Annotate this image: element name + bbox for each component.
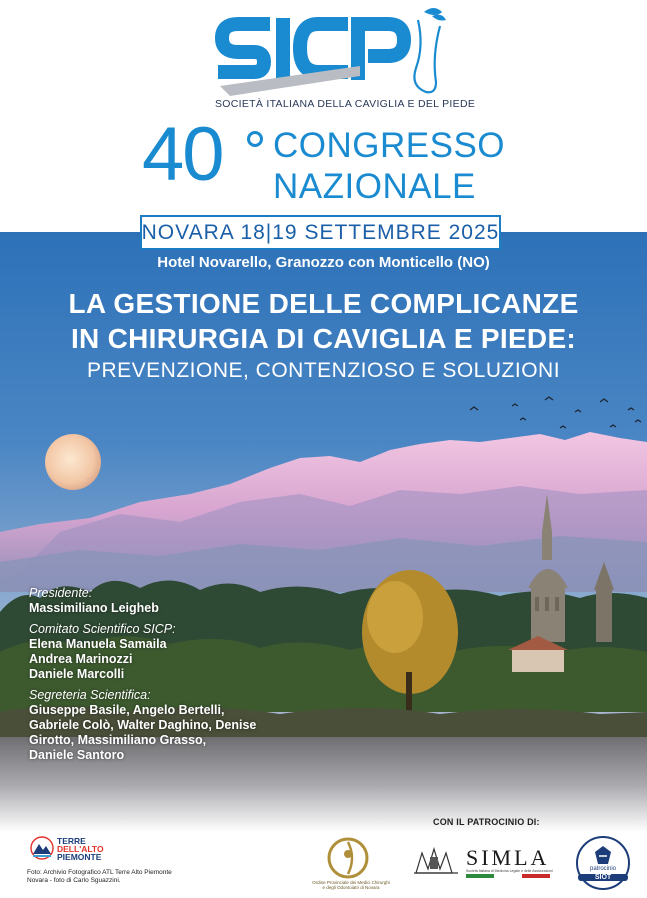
committee-member: Andrea Marinozzi bbox=[29, 652, 133, 666]
sicp-logo-graphic bbox=[210, 6, 450, 106]
patronage-label: CON IL PATROCINIO DI: bbox=[433, 817, 540, 827]
simla-logo bbox=[412, 843, 553, 879]
secretariat-names-line: Giuseppe Basile, Angelo Bertelli, bbox=[29, 703, 225, 717]
committee-member: Daniele Marcolli bbox=[29, 667, 125, 681]
photo-credit-line2: Novara - foto di Carlo Sguazzini. bbox=[27, 877, 121, 884]
congress-heading bbox=[142, 112, 512, 211]
congress-number: 40 bbox=[142, 112, 223, 197]
simla-flag-bar bbox=[466, 874, 550, 878]
siot-logo bbox=[576, 836, 630, 890]
committee-block bbox=[29, 586, 309, 763]
terre-line1: TERRE bbox=[57, 836, 86, 846]
secretariat-names-line: Gabriele Colò, Walter Daghino, Denise bbox=[29, 718, 257, 732]
event-venue: Hotel Novarello, Granozzo con Monticello (NO) bbox=[157, 254, 490, 271]
event-date: NOVARA 18|19 SETTEMBRE 2025 bbox=[141, 220, 500, 244]
photo-credit-line1: Foto: Archivio Fotografico ATL Terre Alto Piemonte bbox=[27, 869, 172, 876]
terre-line3: PIEMONTE bbox=[57, 852, 102, 862]
congress-line1: CONGRESSO bbox=[273, 126, 506, 165]
simla-crest-icon bbox=[412, 843, 462, 877]
secretariat-role: Segreteria Scientifica: bbox=[29, 688, 151, 702]
ordine-medici-logo bbox=[326, 836, 370, 880]
simla-subtitle: Società Italiana di Medicina Legale e delle Assicurazioni bbox=[466, 869, 553, 873]
terre-alto-piemonte-logo bbox=[30, 836, 130, 866]
ordine-medici-text: Ordine Provinciale dei Medici Chirurghi e degli Odontoiatri di Novara bbox=[312, 880, 390, 890]
terre-line2: DELL'ALTO bbox=[57, 844, 104, 854]
title-subtitle: PREVENZIONE, CONTENZIOSO E SOLUZIONI bbox=[86, 359, 561, 382]
siot-bottom-text: SIOT bbox=[578, 874, 628, 881]
president-name: Massimiliano Leigheb bbox=[29, 601, 159, 615]
ordine-medici-icon bbox=[326, 836, 370, 880]
society-name: SOCIETÀ ITALIANA DELLA CAVIGLIA E DEL PIEDE bbox=[215, 98, 476, 110]
mountain-icon bbox=[30, 836, 54, 862]
simla-name: SIMLA bbox=[466, 845, 550, 870]
congress-line2: NAZIONALE bbox=[273, 167, 476, 206]
siot-top-text: patrocinio bbox=[589, 866, 616, 872]
secretariat-names-line: Daniele Santoro bbox=[29, 748, 125, 762]
scientific-committee-role: Comitato Scientifico SICP: bbox=[29, 622, 176, 636]
president-role: Presidente: bbox=[29, 586, 93, 600]
degree-ring bbox=[247, 131, 263, 147]
secretariat-names-line: Girotto, Massimiliano Grasso, bbox=[29, 733, 207, 747]
title-line2: IN CHIRURGIA DI CAVIGLIA E PIEDE: bbox=[70, 323, 577, 354]
committee-member: Elena Manuela Samaila bbox=[29, 637, 167, 651]
event-date-box bbox=[140, 215, 501, 250]
title-line1: LA GESTIONE DELLE COMPLICANZE bbox=[68, 288, 579, 319]
siot-emblem-icon bbox=[592, 844, 614, 866]
